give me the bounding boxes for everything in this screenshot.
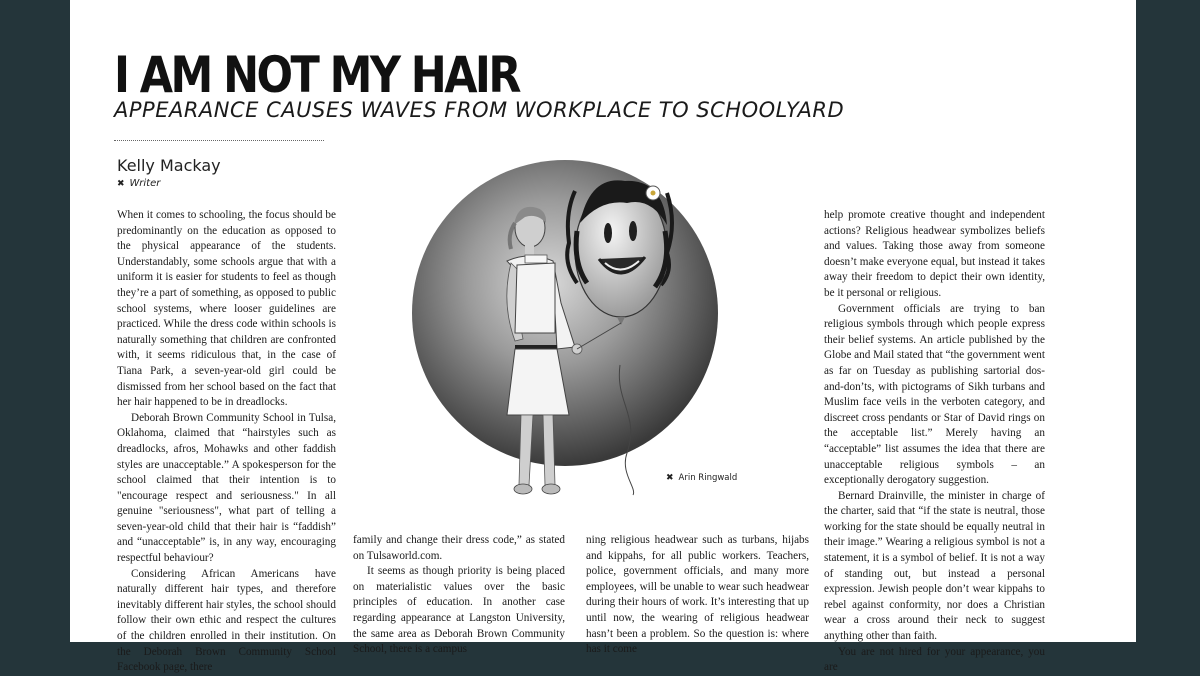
illustration-credit-text: Arin Ringwald (678, 473, 738, 483)
text-column-2 (353, 533, 565, 658)
cross-icon: ✖ (117, 179, 125, 189)
paragraph: ning religious headwear such as turbans, hijabs and kippahs, for all public workers. Teachers, police, government officials, and many more employees, will be unable to wear such headwear during their hours of work. It’s interesting that up until now, the wearing of religious headwear hasn’t been a problem. So the question is: where has it come (586, 534, 809, 656)
illustration-credit (666, 473, 737, 483)
paragraph: Considering African Americans have naturally different hair types, and therefore inevitably different hair styles, the school should follow their own ethic and respect the cultures of the children enrolled in their institution. On the Deborah Brown Community School Facebook page, there (117, 567, 336, 674)
article-title: I AM NOT MY HAIR (114, 46, 519, 104)
paragraph: family and change their dress code,” as stated on Tulsaworld.com. (353, 534, 565, 562)
girl-balloon-illustration (415, 153, 715, 513)
paragraph: Deborah Brown Community School in Tulsa, Oklahoma, claimed that “hairstyles such as dreadlocks, afros, Mohawks and other faddish styles are unacceptable.” A spokesperson for the school claimed that their intention is to "encourage respect and seriousness." In all genuine "seriousness", what part of telling a seven-year-old child that their hair is “faddish” and “unacceptable” is, in any way, encouraging respectful behaviour? (117, 411, 336, 565)
text-column-1 (117, 208, 336, 676)
author-name: Kelly Mackay (117, 156, 221, 175)
paragraph: help promote creative thought and independent actions? Religious headwear symbolizes beliefs and values. Taking those away from someone doesn’t make everyone equal, but instead it takes away their freedom to depict their own identity, be it personal or religious. (824, 209, 1045, 299)
dotted-divider (114, 140, 324, 141)
text-column-3 (586, 533, 809, 658)
article-subtitle: APPEARANCE CAUSES WAVES FROM WORKPLACE TO SCHOOLYARD (114, 98, 845, 122)
author-role (117, 178, 160, 189)
cross-icon: ✖ (666, 473, 674, 483)
paragraph: Government officials are trying to ban religious symbols through which people express their belief systems. An article published by the Globe and Mail stated that “the government went as far on Tuesday as publishing sartorial dos-and-don’ts, with pictograms of Sikh turbans and Muslim face veils in the verboten category, and discreet cross pendants or Star of David rings on the acceptable list.” Merely having an “acceptable” list assumes the idea that there are unacceptable religious symbols – an exceptionally derogatory suggestion. (824, 302, 1045, 487)
magazine-page (70, 0, 1136, 674)
author-role-label: Writer (129, 178, 161, 189)
text-column-4 (824, 208, 1045, 676)
paragraph: It seems as though priority is being placed on materialistic values over the basic principles of education. In another case regarding appearance at Langston University, the same area as Deborah Brown Community School, there is a campus (353, 565, 565, 656)
paragraph: You are not hired for your appearance, you are (824, 645, 1045, 674)
paragraph: When it comes to schooling, the focus should be predominantly on the education as opposed to the physical appearance of the students. Understandably, some schools argue that with a uniform it is easier for students to feel as though they’re a part of something, as opposed to public school systems, where looser guidelines are practiced. While the dress code within schools is naturally something that children are confronted with, it seems ridiculous that, in the case of Tiana Park, a seven-year-old girl could be dismissed from her school based on the fact that her hair happened to be in dreadlocks. (117, 209, 336, 409)
paragraph: Bernard Drainville, the minister in charge of the charter, said that “if the state is neutral, those working for the state should be equally neutral in their image.” Wearing a religious symbol is not a statement, it is a symbol of belief. It is not a way of standing out, but instead a personal expression. Jewish people don’t wear kippahs to rebel against conformity, nor does a Christian wear a cross around their neck to suggest anything other than faith. (824, 489, 1045, 643)
